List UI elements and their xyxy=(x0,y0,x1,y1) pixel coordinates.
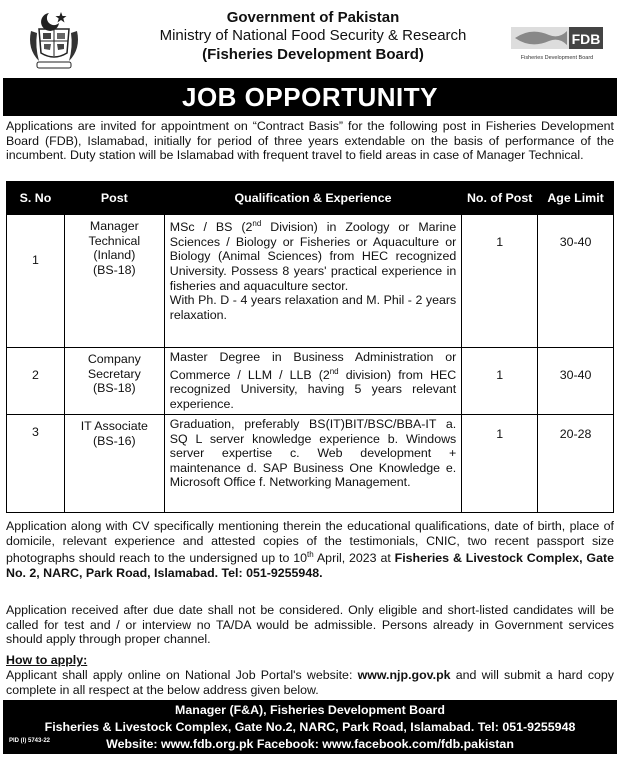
how-to-apply-heading: How to apply: xyxy=(6,653,88,667)
footer-website[interactable]: Website: www.fdb.org.pk Facebook: www.facebook.com/fdb.pakistan xyxy=(106,737,514,751)
fdb-fish-logo-icon xyxy=(511,25,603,63)
row-qualification: Graduation, preferably BS(IT)BIT/BSC/BBA-IT a. SQ L server knowledge experience b. Windows server expertise c. Web development + maintenance d. SAP Business One Knowledge e. Microsoft Office f. Networking Management. xyxy=(164,415,461,513)
col-header-post: Post xyxy=(64,182,164,215)
table-row xyxy=(7,215,614,348)
row-no-of-post: 1 xyxy=(462,415,538,513)
how-to-apply-paragraph: Applicant shall apply online on National Job Portal's website: www.njp.gov.pk and will submit a hard copy complete in all respect at the below address given below. xyxy=(6,668,614,697)
fdb-logo-text: FDB xyxy=(571,31,601,47)
intro-paragraph: Applications are invited for appointment on “Contract Basis” for the following post in Fisheries Development Board (FDB), Islamabad, initially for period of three years extendable on the basis of performance of the incumbent. Duty station will be Islamabad with frequent travel to field areas in case of Manager Technical. xyxy=(6,119,614,163)
col-header-sno: S. No xyxy=(7,182,65,215)
row-age-limit: 30-40 xyxy=(538,348,614,415)
row-age-limit: 20-28 xyxy=(538,415,614,513)
col-header-age-limit: Age Limit xyxy=(538,182,614,215)
fdb-logo-caption: Fisheries Development Board xyxy=(520,55,594,61)
row-sno: 2 xyxy=(7,348,65,415)
footer-contact-title: Manager (F&A), Fisheries Development Board xyxy=(175,703,445,717)
col-header-qualification: Qualification & Experience xyxy=(164,182,461,215)
board-title: (Fisheries Development Board) xyxy=(202,46,424,63)
due-date-paragraph: Application received after due date shall not be considered. Only eligible and short-listed candidates will be called for test and / or interview no TA/DA would be admissible. Persons already in Government services should apply through proper channel. xyxy=(6,603,614,647)
table-row xyxy=(7,415,614,513)
table-row xyxy=(7,348,614,415)
page-header xyxy=(3,3,617,77)
row-post: Manager Technical (Inland) (BS-18) xyxy=(64,215,164,348)
pakistan-state-emblem-icon xyxy=(25,9,83,71)
row-post: Company Secretary (BS-18) xyxy=(64,348,164,415)
row-qualification: Master Degree in Business Administration or Commerce / LLM / LLB (2nd division) from HEC recognized University, having 5 years relevant experience. xyxy=(164,348,461,415)
row-age-limit: 30-40 xyxy=(538,215,614,348)
row-sno: 1 xyxy=(7,215,65,348)
pid-number: PID (I) 5743-22 xyxy=(9,738,51,744)
row-qualification: MSc / BS (2nd Division) in Zoology or Marine Sciences / Biology or Fisheries or Aquaculture or Biology (Animal Sciences) from HEC recognized University. Possess 8 years' practical experience in fisheries and aquaculture sector. With Ph. D - 4 years relaxation and M. Phil - 2 years relaxation. xyxy=(164,215,461,348)
job-opportunity-banner: JOB OPPORTUNITY xyxy=(3,78,617,116)
government-title: Government of Pakistan xyxy=(226,9,400,26)
row-no-of-post: 1 xyxy=(462,348,538,415)
njp-website-link[interactable]: www.njp.gov.pk xyxy=(357,668,451,682)
footer-address: Fisheries & Livestock Complex, Gate No.2, NARC, Park Road, Islamabad. Tel: 051-9255948 xyxy=(44,720,576,734)
application-paragraph: Application along with CV specifically mentioning therein the educational qualifications, date of birth, place of domicile, relevant experience and attested copies of the testimonials, CNIC, two recent passport size photographs should reach to the undersigned up to 10th April, 2023 at Fisheries & Livestock Complex, Gate No. 2, NARC, Park Road, Islamabad. Tel: 051-9255948. xyxy=(6,519,614,580)
posts-table xyxy=(6,181,614,513)
page-footer xyxy=(3,700,617,754)
ministry-title: Ministry of National Food Security & Research xyxy=(159,27,467,44)
row-post: IT Associate (BS-16) xyxy=(64,415,164,513)
col-header-no-of-post: No. of Post xyxy=(462,182,538,215)
row-no-of-post: 1 xyxy=(462,215,538,348)
row-sno: 3 xyxy=(7,415,65,513)
